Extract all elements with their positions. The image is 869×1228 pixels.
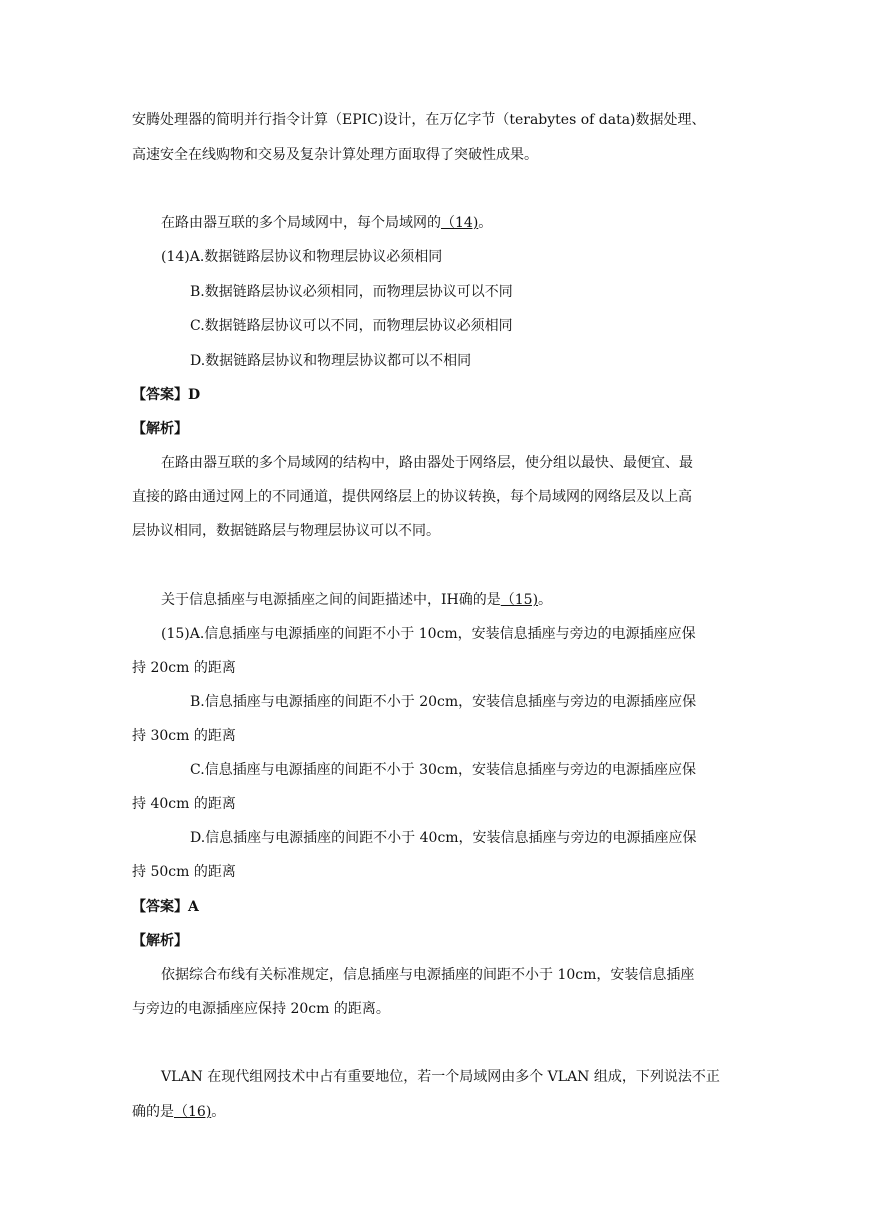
- question-14-option-d: D.数据链路层协议和物理层协议都可以不相同: [190, 353, 472, 369]
- question-16-stem-end: 。: [211, 1104, 226, 1120]
- question-14-stem-end: 。: [478, 215, 493, 231]
- question-16-stem-line-1: VLAN 在现代组网技术中占有重要地位，若一个局域网由多个 VLAN 组成，下列说法不正: [161, 1069, 720, 1085]
- intro-line-1: 安腾处理器的简明并行指令计算（EPIC)设计，在万亿字节（terabytes of data)数据处理、: [132, 112, 706, 128]
- question-15-analysis-line-2: 与旁边的电源插座应保持 20cm 的距离。: [132, 1001, 390, 1017]
- question-14-stem-text: 在路由器互联的多个局域网中，每个局域网的: [161, 215, 441, 231]
- answer-value: A: [188, 899, 199, 915]
- question-15-option-b-line-2: 持 30cm 的距离: [132, 728, 236, 744]
- question-14-blank: （14): [441, 215, 479, 231]
- question-14-option-c: C.数据链路层协议可以不同，而物理层协议必须相同: [190, 318, 513, 334]
- question-15-option-b-line-1: B.信息插座与电源插座的间距不小于 20cm，安装信息插座与旁边的电源插座应保: [190, 694, 697, 710]
- question-15-option-c-line-2: 持 40cm 的距离: [132, 796, 236, 812]
- question-14-answer: [132, 385, 200, 405]
- question-15-blank: （15): [500, 592, 539, 608]
- question-15-option-d-line-1: D.信息插座与电源插座的间距不小于 40cm，安装信息插座与旁边的电源插座应保: [190, 830, 697, 846]
- question-16-stem-line-2: [132, 1102, 225, 1122]
- question-15-stem: [161, 590, 552, 610]
- question-15-stem-text: 关于信息插座与电源插座之间的间距描述中，IH确的是: [161, 592, 501, 608]
- question-14-option-a: (14)A.数据链路层协议和物理层协议必须相同: [161, 249, 443, 265]
- question-15-option-a-line-1: (15)A.信息插座与电源插座的间距不小于 10cm，安装信息插座与旁边的电源插座应保: [161, 626, 696, 642]
- answer-value: D: [188, 387, 201, 403]
- question-16-stem-text: 确的是: [132, 1104, 174, 1120]
- question-15-analysis-line-1: 依据综合布线有关标准规定，信息插座与电源插座的间距不小于 10cm，安装信息插座: [161, 967, 695, 983]
- question-14-analysis-line-3: 层协议相同，数据链路层与物理层协议可以不同。: [132, 523, 440, 539]
- question-14-analysis-line-1: 在路由器互联的多个局域网的结构中，路由器处于网络层，使分组以最快、最便宜、最: [161, 455, 693, 471]
- question-15-answer: [132, 897, 199, 917]
- question-15-stem-end: 。: [538, 592, 553, 608]
- question-15-option-a-line-2: 持 20cm 的距离: [132, 660, 236, 676]
- question-15-analysis-label: 【解析】: [132, 933, 188, 949]
- answer-label: 【答案】: [132, 899, 188, 915]
- question-14-option-b: B.数据链路层协议必须相同，而物理层协议可以不同: [190, 284, 513, 300]
- question-16-blank: （16): [174, 1104, 212, 1120]
- question-14-analysis-label: 【解析】: [132, 421, 188, 437]
- question-14-analysis-line-2: 直接的路由通过网上的不同通道，提供网络层上的协议转换，每个局域网的网络层及以上高: [132, 489, 692, 505]
- question-14-stem: [161, 213, 492, 233]
- intro-line-2: 高速安全在线购物和交易及复杂计算处理方面取得了突破性成果。: [132, 147, 538, 163]
- question-15-option-d-line-2: 持 50cm 的距离: [132, 864, 236, 880]
- question-15-option-c-line-1: C.信息插座与电源插座的间距不小于 30cm，安装信息插座与旁边的电源插座应保: [190, 762, 697, 778]
- answer-label: 【答案】: [132, 387, 188, 403]
